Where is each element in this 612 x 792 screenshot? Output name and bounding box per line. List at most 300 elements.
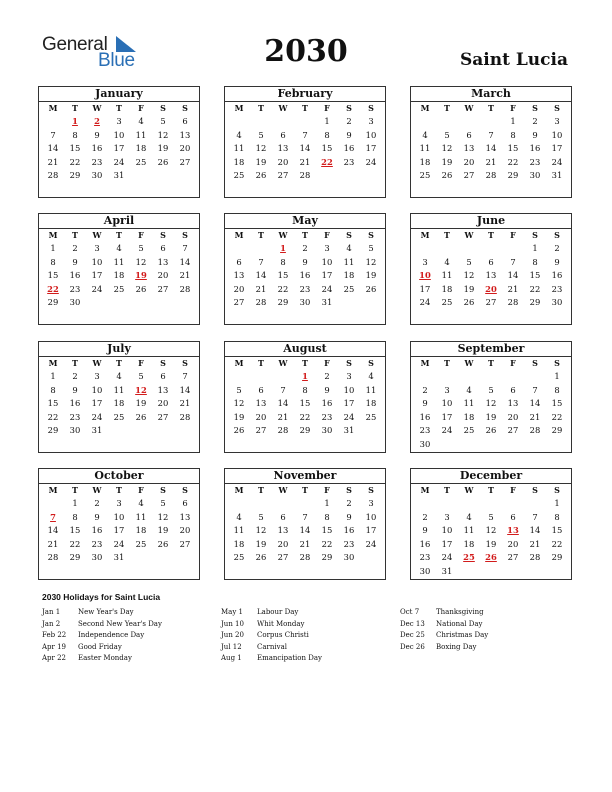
holiday-date: Dec 26 [400,642,425,651]
day-cell: 1 [532,243,538,253]
day-cell: 4 [466,511,472,522]
day-cell: 14 [47,525,59,536]
day-cell: 20 [277,538,289,549]
day-cell: 9 [422,525,428,536]
day-cell: 24 [441,425,453,436]
day-cell: 21 [179,270,191,281]
weekday-header: F [138,358,144,368]
holiday-day-cell: 1 [280,243,286,253]
day-cell: 14 [485,143,497,154]
day-cell: 28 [47,552,59,563]
holiday-name: Carnival [257,642,287,651]
holiday-day-cell: 1 [302,371,308,381]
empty-day-cell [436,242,458,256]
weekday-header: M [48,103,58,113]
empty-day-cell [414,370,436,384]
weekday-header: T [444,358,450,368]
day-cell: 2 [94,498,100,508]
day-cell: 7 [532,511,538,522]
day-cell: 22 [47,411,59,422]
weekday-header: W [92,230,102,240]
day-cell: 13 [157,256,169,267]
day-cell: 28 [507,297,519,308]
day-cell: 24 [365,538,377,549]
weekday-header: W [464,485,474,495]
day-cell: 11 [463,398,475,409]
day-cell: 25 [113,411,125,422]
day-cell: 17 [551,143,563,154]
empty-day-cell [228,242,250,256]
weekday-header: S [368,358,374,368]
weekday-header: F [324,358,330,368]
day-cell: 27 [179,156,191,167]
day-cell: 14 [299,525,311,536]
day-cell: 30 [551,297,563,308]
holiday-day-cell: 10 [419,270,431,281]
day-cell: 28 [179,283,191,294]
month-september [410,341,572,453]
empty-day-cell [458,370,480,384]
day-cell: 9 [422,398,428,409]
empty-day-cell [250,242,272,256]
day-cell: 20 [157,270,169,281]
day-cell: 5 [138,371,144,381]
weekday-header: S [160,485,166,495]
month-name: May [225,214,385,229]
empty-day-cell [480,115,502,129]
day-cell: 16 [419,411,431,422]
day-cell: 25 [233,552,245,563]
day-cell: 12 [365,256,377,267]
holiday-name: Second New Year's Day [78,619,162,628]
day-cell: 3 [422,256,428,267]
day-cell: 17 [365,143,377,154]
day-cell: 21 [179,398,191,409]
day-cell: 3 [444,511,450,522]
day-cell: 27 [507,552,519,563]
day-cell: 27 [507,425,519,436]
day-cell: 23 [91,156,103,167]
year-title: 2030 [264,34,348,69]
month-days-grid [39,102,199,183]
holiday-row [221,653,322,665]
day-cell: 25 [441,297,453,308]
weekday-header: S [182,358,188,368]
empty-day-cell [272,497,294,511]
weekday-header: W [92,485,102,495]
holiday-name: Labour Day [257,608,299,616]
empty-day-cell [458,115,480,129]
day-cell: 3 [116,116,122,126]
day-cell: 17 [91,270,103,281]
day-cell: 7 [532,384,538,395]
weekday-header: S [368,230,374,240]
holiday-date: Apr 22 [42,654,67,662]
month-july [38,341,200,453]
weekday-header: T [302,230,308,240]
day-cell: 14 [277,398,289,409]
day-cell: 19 [485,538,497,549]
day-cell: 30 [343,552,355,563]
weekday-header: S [346,485,352,495]
day-cell: 7 [510,256,516,267]
day-cell: 23 [343,538,355,549]
holiday-date: Jun 20 [221,631,244,639]
day-cell: 8 [324,511,330,522]
month-days-grid [39,357,199,438]
day-cell: 9 [532,129,538,140]
day-cell: 23 [69,283,81,294]
day-cell: 5 [236,384,242,395]
weekday-header: F [324,485,330,495]
weekday-header: T [258,358,264,368]
weekday-header: W [278,230,288,240]
day-cell: 8 [280,256,286,267]
day-cell: 7 [258,256,264,267]
weekday-header: T [302,103,308,113]
day-cell: 28 [529,552,541,563]
day-cell: 25 [419,170,431,181]
day-cell: 7 [182,371,188,381]
day-cell: 26 [135,283,147,294]
day-cell: 30 [91,170,103,181]
weekday-header: T [116,358,122,368]
day-cell: 22 [529,283,541,294]
day-cell: 15 [507,143,519,154]
day-cell: 21 [299,538,311,549]
day-cell: 20 [507,538,519,549]
holiday-date: Apr 19 [42,642,67,651]
day-cell: 8 [302,384,308,395]
day-cell: 15 [299,398,311,409]
day-cell: 24 [343,411,355,422]
holiday-name: Christmas Day [436,631,489,639]
weekday-header: F [138,103,144,113]
day-cell: 28 [299,552,311,563]
day-cell: 12 [441,143,453,154]
day-cell: 1 [50,371,56,381]
day-cell: 20 [157,398,169,409]
month-days-grid [411,102,571,183]
day-cell: 25 [135,156,147,167]
day-cell: 26 [365,283,377,294]
holiday-date: Feb 22 [42,631,67,639]
day-cell: 11 [113,384,125,395]
logo-word-blue: Blue [98,50,135,71]
day-cell: 4 [444,256,450,267]
day-cell: 13 [485,270,497,281]
day-cell: 18 [135,143,147,154]
day-cell: 26 [255,170,267,181]
day-cell: 16 [343,525,355,536]
day-cell: 19 [157,525,169,536]
month-days-grid [39,484,199,565]
day-cell: 29 [507,170,519,181]
day-cell: 29 [529,297,541,308]
day-cell: 15 [321,143,333,154]
holiday-row [400,642,488,654]
day-cell: 1 [50,243,56,253]
holiday-row [400,607,488,619]
weekday-header: M [420,103,430,113]
weekday-header: M [234,485,244,495]
day-cell: 23 [321,411,333,422]
empty-day-cell [502,242,524,256]
day-cell: 31 [343,425,355,436]
day-cell: 26 [441,170,453,181]
day-cell: 22 [551,538,563,549]
day-cell: 2 [422,511,428,522]
empty-day-cell [458,242,480,256]
weekday-header: W [464,230,474,240]
day-cell: 6 [258,384,264,395]
day-cell: 6 [160,371,166,381]
day-cell: 7 [182,243,188,253]
holiday-day-cell: 12 [135,384,147,395]
day-cell: 27 [485,297,497,308]
day-cell: 29 [321,552,333,563]
holiday-name: Emancipation Day [257,654,322,662]
day-cell: 4 [236,129,242,140]
month-name: March [411,87,571,102]
day-cell: 25 [233,170,245,181]
day-cell: 8 [510,129,516,140]
day-cell: 30 [69,425,81,436]
day-cell: 5 [466,256,472,267]
day-cell: 12 [463,270,475,281]
day-cell: 5 [368,243,374,253]
day-cell: 9 [554,256,560,267]
day-cell: 2 [302,243,308,253]
day-cell: 27 [233,297,245,308]
day-cell: 4 [116,371,122,381]
day-cell: 12 [157,511,169,522]
day-cell: 11 [113,256,125,267]
day-cell: 16 [419,538,431,549]
month-december [410,468,572,580]
day-cell: 30 [419,438,431,449]
month-days-grid [411,357,571,452]
day-cell: 22 [69,156,81,167]
day-cell: 14 [529,525,541,536]
holiday-day-cell: 7 [50,511,56,522]
day-cell: 2 [324,371,330,381]
day-cell: 1 [554,371,560,381]
month-days-grid [225,357,385,438]
weekday-header: T [72,358,78,368]
holiday-date: May 1 [221,608,243,616]
day-cell: 11 [135,511,147,522]
day-cell: 7 [50,129,56,140]
day-cell: 31 [321,297,333,308]
weekday-header: S [346,103,352,113]
day-cell: 16 [91,525,103,536]
day-cell: 17 [113,143,125,154]
day-cell: 31 [551,170,563,181]
day-cell: 6 [182,116,188,126]
day-cell: 2 [346,116,352,126]
day-cell: 25 [343,283,355,294]
holiday-date: Jul 12 [221,642,242,651]
day-cell: 28 [277,425,289,436]
day-cell: 4 [138,116,144,126]
day-cell: 5 [160,116,166,126]
day-cell: 19 [441,156,453,167]
day-cell: 16 [299,270,311,281]
holiday-day-cell: 1 [72,116,78,126]
empty-day-cell [502,497,524,511]
weekday-header: F [510,103,516,113]
day-cell: 5 [138,243,144,253]
holiday-column [221,607,322,665]
day-cell: 26 [485,425,497,436]
day-cell: 25 [135,538,147,549]
day-cell: 6 [160,243,166,253]
day-cell: 3 [324,243,330,253]
weekday-header: S [160,103,166,113]
holiday-date: Oct 7 [400,608,420,616]
day-cell: 26 [463,297,475,308]
day-cell: 24 [91,283,103,294]
weekday-header: F [510,358,516,368]
day-cell: 17 [343,398,355,409]
day-cell: 6 [466,129,472,140]
weekday-header: S [182,230,188,240]
weekday-header: F [138,230,144,240]
month-days-grid [225,102,385,183]
day-cell: 17 [91,398,103,409]
empty-day-cell [524,497,546,511]
month-name: January [39,87,199,102]
day-cell: 28 [485,170,497,181]
weekday-header: S [554,485,560,495]
day-cell: 21 [47,156,59,167]
holiday-date: Jan 2 [42,619,61,628]
holiday-name: Corpus Christi [257,631,309,639]
day-cell: 15 [551,398,563,409]
holiday-day-cell: 2 [94,116,100,126]
empty-day-cell [480,242,502,256]
weekday-header: W [278,358,288,368]
day-cell: 29 [47,297,59,308]
day-cell: 22 [69,538,81,549]
day-cell: 18 [441,283,453,294]
day-cell: 14 [529,398,541,409]
day-cell: 2 [346,498,352,508]
day-cell: 20 [463,156,475,167]
holiday-row [400,630,488,642]
day-cell: 13 [179,129,191,140]
day-cell: 27 [157,283,169,294]
day-cell: 18 [463,411,475,422]
day-cell: 18 [233,538,245,549]
day-cell: 24 [365,156,377,167]
holiday-name: New Year's Day [78,608,134,616]
day-cell: 3 [554,116,560,126]
weekday-header: W [464,358,474,368]
day-cell: 14 [179,384,191,395]
day-cell: 23 [529,156,541,167]
holiday-day-cell: 22 [47,283,59,294]
holiday-row [42,619,162,631]
day-cell: 22 [277,283,289,294]
day-cell: 4 [138,498,144,508]
day-cell: 3 [444,384,450,395]
day-cell: 8 [324,129,330,140]
month-days-grid [225,484,385,565]
day-cell: 23 [91,538,103,549]
weekday-header: T [258,485,264,495]
day-cell: 18 [463,538,475,549]
day-cell: 8 [72,129,78,140]
day-cell: 29 [551,425,563,436]
holiday-row [221,619,322,631]
day-cell: 31 [113,170,125,181]
day-cell: 2 [554,243,560,253]
logo-word-general: General [42,34,108,55]
holiday-name: Good Friday [78,642,122,651]
day-cell: 19 [255,538,267,549]
day-cell: 27 [463,170,475,181]
day-cell: 16 [529,143,541,154]
month-november [224,468,386,580]
day-cell: 3 [116,498,122,508]
day-cell: 23 [419,425,431,436]
holiday-day-cell: 20 [485,283,497,294]
day-cell: 30 [419,565,431,576]
weekday-header: M [48,358,58,368]
day-cell: 25 [365,411,377,422]
day-cell: 26 [233,425,245,436]
day-cell: 21 [507,283,519,294]
day-cell: 16 [343,143,355,154]
day-cell: 4 [116,243,122,253]
weekday-header: M [48,485,58,495]
weekday-header: T [488,103,494,113]
day-cell: 28 [529,425,541,436]
day-cell: 21 [529,411,541,422]
day-cell: 3 [368,498,374,508]
day-cell: 29 [277,297,289,308]
holiday-name: Independence Day [78,631,145,639]
day-cell: 15 [321,525,333,536]
empty-day-cell [480,497,502,511]
weekday-header: S [368,485,374,495]
month-january [38,86,200,198]
day-cell: 13 [507,398,519,409]
month-name: August [225,342,385,357]
day-cell: 22 [299,411,311,422]
day-cell: 10 [365,129,377,140]
weekday-header: T [258,230,264,240]
day-cell: 11 [233,143,245,154]
day-cell: 15 [69,143,81,154]
month-may [224,213,386,325]
holiday-row [221,607,322,619]
day-cell: 29 [299,425,311,436]
day-cell: 5 [258,511,264,522]
day-cell: 17 [441,538,453,549]
weekday-header: M [234,358,244,368]
day-cell: 23 [551,283,563,294]
day-cell: 16 [321,398,333,409]
day-cell: 9 [72,384,78,395]
weekday-header: M [234,103,244,113]
empty-day-cell [272,115,294,129]
empty-day-cell [250,370,272,384]
holiday-row [221,630,322,642]
month-october [38,468,200,580]
